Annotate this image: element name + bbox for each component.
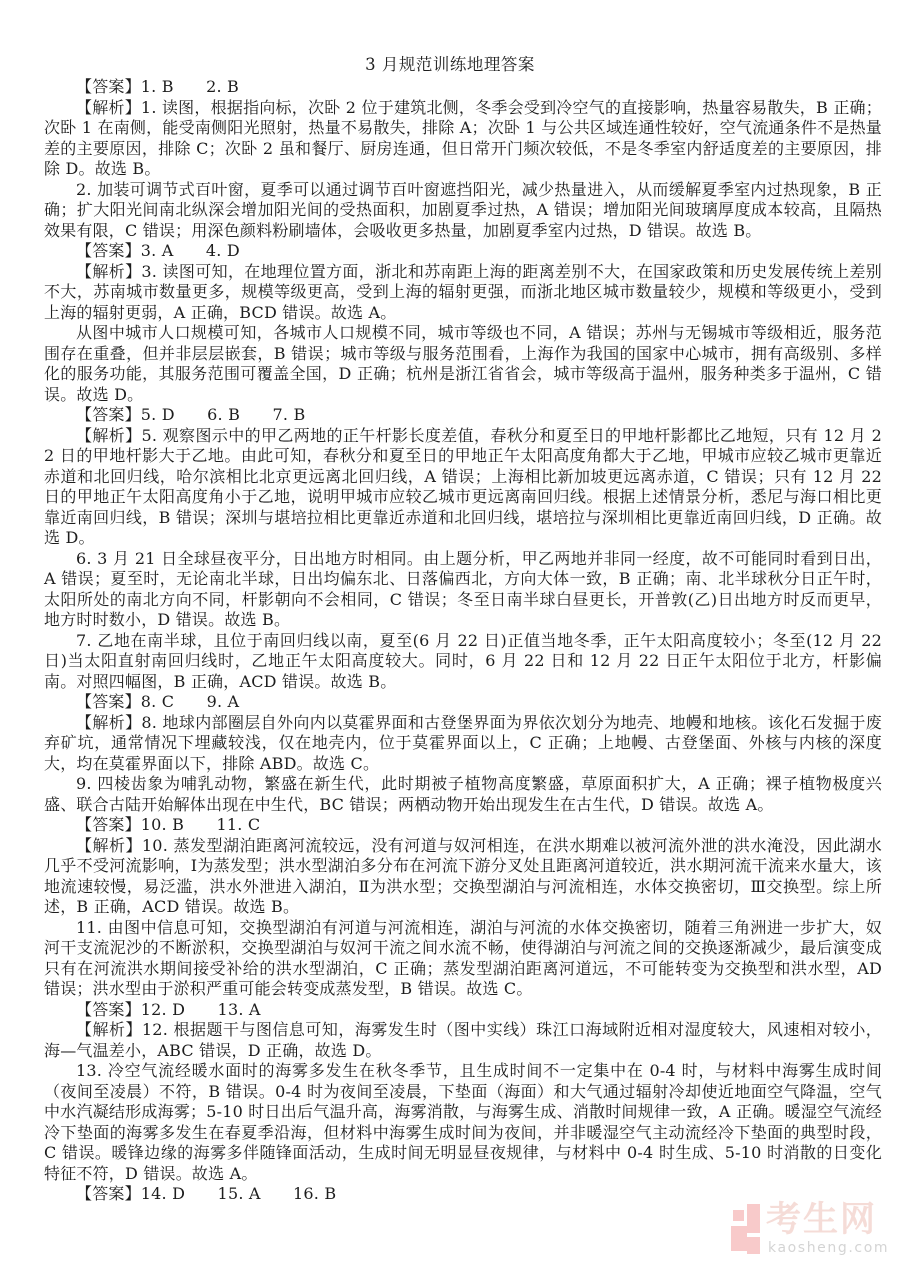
paragraph: 【答案】10. B 11. C: [76, 815, 261, 834]
paragraph: 【解析】1. 读图，根据指向标，次卧 2 位于建筑北侧，冬季会受到冷空气的直接影响，热量容易散失，B 正确；次卧 1 在南侧，能受南侧阳光照射，热量不易散失，排除 A；次卧 1 与公共区域连通性较好，空气流通条件不是热量差的主要原因，排除 C；次卧 2 虽和餐厅、厨房连通，但日常开门频次较低，不是冬季室内舒适度差的主要原因，排除 D。故选 B。: [44, 97, 882, 178]
paragraph: 【解析】5. 观察图示中的甲乙两地的正午杆影长度差值，春秋分和夏至日的甲地杆影都比乙地短，只有 12 月 22 日的甲地杆影大于乙地。由此可知，春秋分和夏至日的甲地正午太阳高度角都大于乙地，甲城市应较乙城市更靠近赤道和北回归线，哈尔滨相比北京更远离北回归线，A 错误；上海相比新加坡更远离赤道，C 错误；只有 12 月 22 日的甲地正午太阳高度角小于乙地，说明甲城市应较乙城市更远离南回归线。根据上述情景分析，悉尼与海口相比更靠近南回归线，B 错误；深圳与堪培拉相比更靠近赤道和北回归线，堪培拉与深圳相比更靠近南回归线，D 正确。故选 D。: [44, 425, 882, 547]
paragraph: 【解析】3. 读图可知，在地理位置方面，浙北和苏南距上海的距离差别不大，在国家政策和历史发展传统上差别不大，苏南城市数量更多，规模等级更高，受到上海的辐射更强，而浙北地区城市数量较少，规模和等级更小，受到上海的辐射更弱，A 正确，BCD 错误。故选 A。: [44, 261, 882, 322]
paragraph: 11. 由图中信息可知，交换型湖泊有河道与河流相连，湖泊与河流的水体交换密切，随着三角洲进一步扩大，奴河干支流泥沙的不断淤积，交换型湖泊与奴河干流之间水流不畅，使得湖泊与河流之间的交换逐渐减少，最后演变成只有在河流洪水期间接受补给的洪水型湖泊，C 正确；蒸发型湖泊距离河道远，不可能转变为交换型和洪水型，AD 错误；洪水型由于淤积严重可能会转变成蒸发型，B 错误。故选 C。: [44, 917, 882, 998]
logo-block: [733, 1210, 744, 1221]
paragraph: 【答案】1. B 2. B: [76, 77, 240, 96]
paragraph: 【答案】5. D 6. B 7. B: [76, 405, 306, 424]
paragraph: 7. 乙地在南半球，且位于南回归线以南，夏至(6 月 22 日)正值当地冬季，正午太阳高度较小；冬至(12 月 22 日)当太阳直射南回归线时，乙地正午太阳高度较大。同时，6 月 22 日和 12 月 22 日正午太阳位于北方，杆影偏南。对照四幅图，B 正确，ACD 错误。故选 B。: [44, 630, 882, 691]
paragraph: 【解析】12. 根据题干与图信息可知，海雾发生时（图中实线）珠江口海域附近相对湿度较大，风速相对较小，海—气温差小，ABC 错误，D 正确，故选 D。: [44, 1020, 882, 1060]
page-title: 3 月规范训练地理答案: [365, 55, 535, 74]
paragraph: 【解析】10. 蒸发型湖泊距离河流较远，没有河道与奴河相连，在洪水期难以被河流外泄的洪水淹没，因此湖水几乎不受河流影响，Ⅰ为蒸发型；洪水型湖泊多分布在河流下游分叉处且距离河道较近，洪水期河流干流来水量大，该地流速较慢，易泛滥，洪水外泄进入湖泊，Ⅱ为洪水型；交换型湖泊与河流相连，水体交换密切，Ⅲ交换型。综上所述，B 正确，ACD 错误。故选 B。: [44, 835, 882, 916]
logo-block: [731, 1226, 747, 1251]
paragraph: 2. 加装可调节式百叶窗，夏季可以通过调节百叶窗遮挡阳光，减少热量进入，从而缓解夏季室内过热现象，B 正确；扩大阳光间南北纵深会增加阳光间的受热面积，加剧夏季过热，A 错误；增加阳光间玻璃厚度成本较高，且隔热效果有限，C 错误；用深色颜料粉刷墙体，会吸收更多热量，加剧夏季室内过热，D 错误。故选 B。: [44, 179, 882, 240]
kaosheng-logo-icon: [728, 1204, 762, 1256]
answer-key-content: [44, 77, 882, 1205]
watermark-site-name: 考生网: [766, 1199, 878, 1240]
paragraph: 【答案】14. D 15. A 16. B: [76, 1184, 337, 1203]
paragraph: 9. 四棱齿象为哺乳动物，繁盛在新生代，此时期被子植物高度繁盛，草原面积扩大，A 正确；裸子植物极度兴盛、联合古陆开始解体出现在中生代，BC 错误；两栖动物开始出现发生在古生代，D 错误。故选 A。: [44, 774, 882, 814]
paragraph: 6. 3 月 21 日全球昼夜平分，日出地方时相同。由上题分析，甲乙两地并非同一经度，故不可能同时看到日出，A 错误；夏至时，无论南北半球，日出均偏东北、日落偏西北，方向大体一致，B 正确；南、北半球秋分日正午时，太阳所处的南北方向不同，杆影朝向不会相同，C 错误；冬至日南半球白昼更长，开普敦(乙)日出地方时反而更早，地方时时数小，D 错误。故选 B。: [44, 548, 882, 629]
watermark-site-url: kaosheng.com: [768, 1240, 890, 1256]
paragraph: 【解析】8. 地球内部圈层自外向内以莫霍界面和古登堡界面为界依次划分为地壳、地幔和地核。该化石发掘于废弃矿坑，通常情况下埋藏较浅，仅在地壳内，位于莫霍界面以上，C 正确；上地幔、古登堡面、外核与内核的深度大，均在莫霍界面以下，排除 ABD。故选 C。: [44, 712, 882, 773]
paragraph: 从图中城市人口规模可知，各城市人口规模不同，城市等级也不同，A 错误；苏州与无锡城市等级相近，服务范围存在重叠，但并非层层嵌套，B 错误；城市等级与服务范围看，上海作为我国的国家中心城市，拥有高级别、多样化的服务功能，其服务范围可覆盖全国，D 正确；杭州是浙江省省会，城市等级高于温州，服务种类多于温州，C 错误。故选 D。: [44, 323, 882, 404]
paragraph: 【答案】12. D 13. A: [76, 999, 261, 1019]
watermark: [728, 1198, 888, 1264]
paragraph: 【答案】8. C 9. A: [76, 692, 240, 711]
logo-block: [747, 1237, 760, 1254]
logo-block: [747, 1204, 760, 1233]
paragraph: 13. 冷空气流经暖水面时的海雾多发生在秋冬季节，且生成时间不一定集中在 0-4 时，与材料中海雾生成时间（夜间至凌晨）不符，B 错误。0-4 时为夜间至凌晨，下垫面（海面）和大气通过辐射冷却使近地面空气降温，空气中水汽凝结形成海雾；5-10 时日出后气温升高，海雾消散，与海雾生成、消散时间规律一致，A 正确。暖湿空气流经冷下垫面的海雾多发生在春夏季沿海，但材料中海雾生成时间为夜间，并非暖湿空气主动流经冷下垫面的典型时段，C 错误。暖锋边缘的海雾多伴随锋面活动，生成时间无明显昼夜规律，与材料中 0-4 时生成、5-10 时消散的日变化特征不符，D 错误。故选 A。: [44, 1061, 882, 1183]
paragraph: 【答案】3. A 4. D: [76, 241, 240, 260]
